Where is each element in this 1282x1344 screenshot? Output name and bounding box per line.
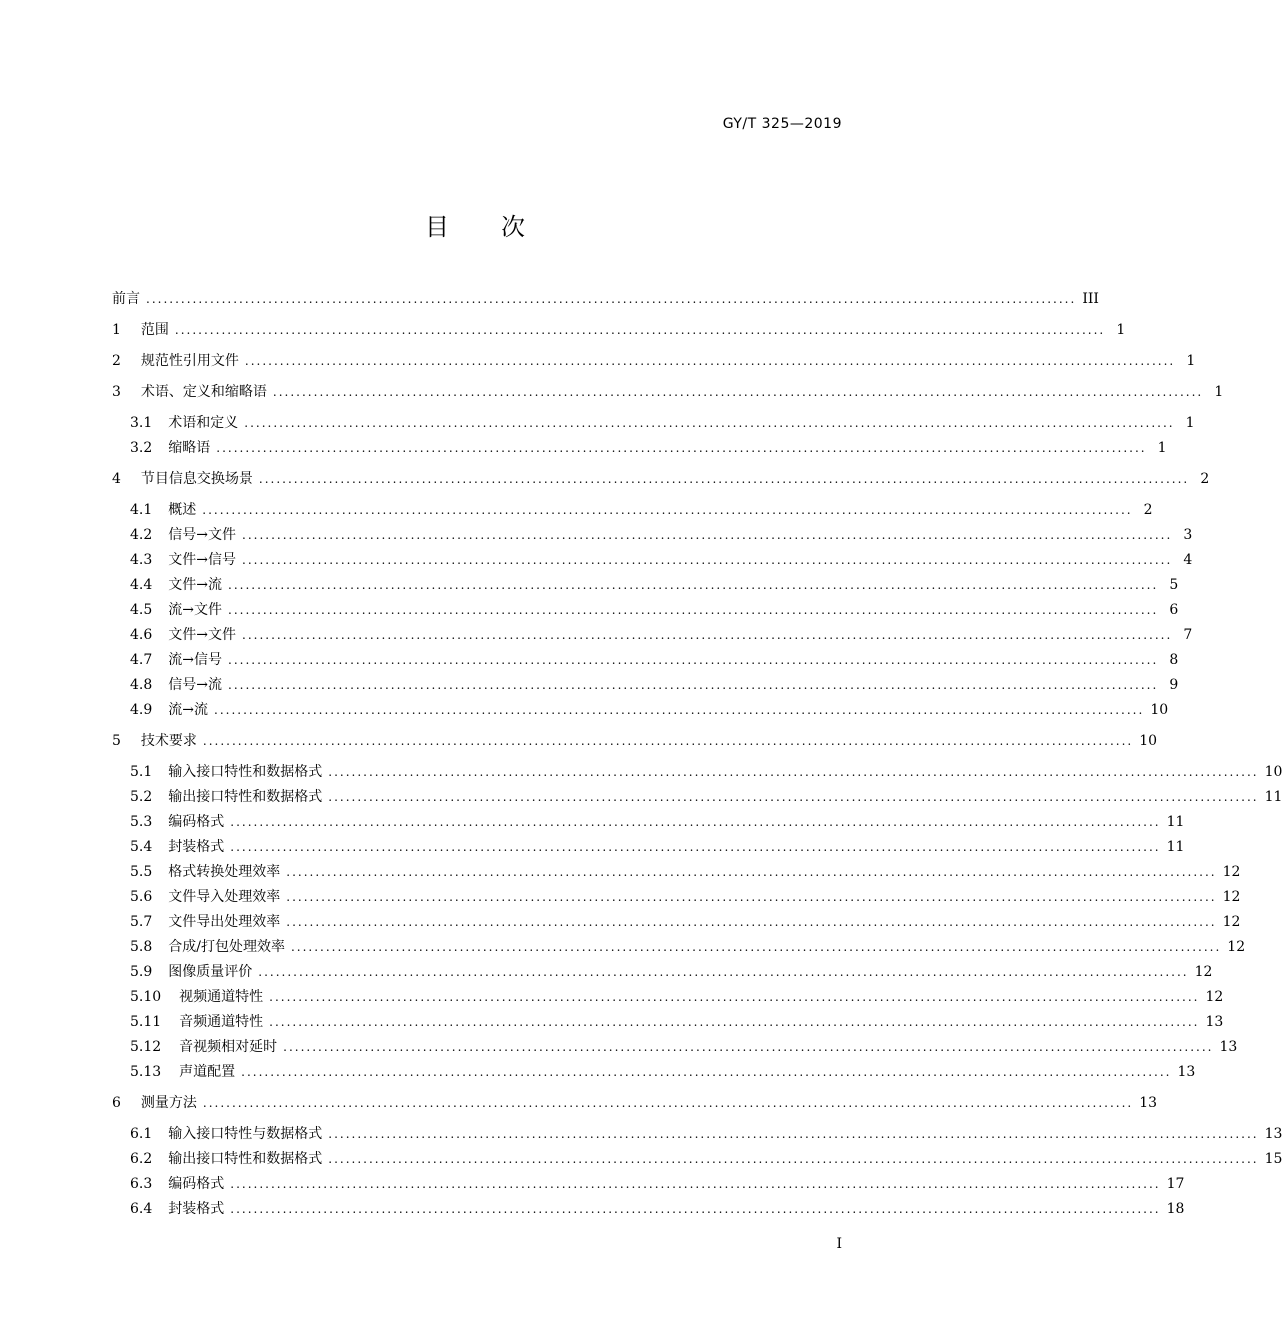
toc-leader-dots: ................................................................................................................................................................	[241, 1065, 1172, 1079]
toc-entry[interactable]	[130, 674, 1179, 696]
toc-leader-dots: ................................................................................................................................................................	[228, 578, 1159, 592]
toc-entry-page: 12	[1194, 964, 1213, 980]
toc-entry-number: 4.3	[130, 552, 153, 568]
toc-entry-number: 5.9	[130, 964, 153, 980]
toc-entry[interactable]	[130, 861, 1241, 883]
toc-entry[interactable]	[130, 911, 1241, 933]
toc-leader-dots: ................................................................................................................................................................	[146, 292, 1077, 306]
toc-leader-dots: ................................................................................................................................................................	[258, 472, 1190, 486]
page-number: I	[836, 1236, 842, 1252]
toc-entry-page: 2	[1200, 471, 1210, 487]
toc-entry-page: 1	[1185, 415, 1195, 431]
toc-entry-page: 1	[1186, 353, 1196, 369]
toc-entry-number: 5.2	[130, 789, 153, 805]
toc-entry-page: 13	[1205, 1014, 1224, 1030]
toc-entry-label: 文件导入处理效率	[168, 889, 281, 905]
toc-entry-number: 5.8	[130, 939, 153, 955]
doc-number: GY/T 325—2019	[722, 116, 842, 132]
toc-entry-label: 规范性引用文件	[140, 353, 239, 369]
toc-leader-dots: ................................................................................................................................................................	[328, 1152, 1259, 1166]
toc-leader-dots: ................................................................................................................................................................	[244, 354, 1176, 368]
toc-leader-dots: ................................................................................................................................................................	[290, 940, 1222, 954]
toc-entry-page: 10	[1139, 733, 1158, 749]
toc-entry-page: 12	[1205, 989, 1224, 1005]
toc-leader-dots: ................................................................................................................................................................	[228, 653, 1159, 667]
toc-entry-number: 5.13	[130, 1064, 162, 1080]
toc-entry-page: 11	[1264, 789, 1282, 805]
toc-leader-dots: ................................................................................................................................................................	[230, 815, 1161, 829]
toc-title-char-2: 次	[501, 213, 525, 241]
toc-entry-label: 声道配置	[179, 1064, 236, 1080]
toc-entry-number: 6.4	[130, 1201, 153, 1217]
toc-entry-page: 12	[1222, 889, 1241, 905]
toc-entry-label: 音视频相对延时	[179, 1039, 278, 1055]
toc-entry-page: 7	[1183, 627, 1193, 643]
toc-entry-label: 输入接口特性和数据格式	[168, 764, 323, 780]
toc-leader-dots: ................................................................................................................................................................	[228, 603, 1159, 617]
toc-entry-label: 缩略语	[168, 440, 211, 456]
toc-entry[interactable]	[112, 350, 1196, 372]
toc-entry[interactable]	[130, 986, 1224, 1008]
toc-entry[interactable]	[130, 412, 1195, 434]
toc-entry-number: 5.12	[130, 1039, 162, 1055]
toc-leader-dots: ................................................................................................................................................................	[328, 765, 1259, 779]
toc-entry-number: 4.7	[130, 652, 153, 668]
toc-entry[interactable]	[130, 1036, 1238, 1058]
toc-entry-label: 格式转换处理效率	[168, 864, 281, 880]
toc-entry-label: 视频通道特性	[179, 989, 264, 1005]
toc-entry-page: 13	[1139, 1095, 1158, 1111]
toc-entry-number: 4.1	[130, 502, 153, 518]
toc-leader-dots: ................................................................................................................................................................	[244, 416, 1175, 430]
toc-entry-label: 文件导出处理效率	[168, 914, 281, 930]
toc-entry-page: 1	[1214, 384, 1224, 400]
toc-entry-label: 测量方法	[140, 1095, 197, 1111]
toc-entry-label: 音频通道特性	[179, 1014, 264, 1030]
toc-entry-page: 6	[1169, 602, 1179, 618]
toc-entry-label: 流→流	[168, 702, 208, 718]
toc-entry[interactable]	[130, 524, 1193, 546]
toc-entry-label: 文件→信号	[168, 552, 236, 568]
toc-entry-number: 6.3	[130, 1176, 153, 1192]
toc-leader-dots: ................................................................................................................................................................	[202, 1096, 1134, 1110]
toc-entry-page: 12	[1227, 939, 1246, 955]
toc-entry-label: 合成/打包处理效率	[168, 939, 285, 955]
toc-entry-number: 4	[112, 471, 121, 487]
toc-entry-number: 5	[112, 733, 121, 749]
toc-entry[interactable]	[130, 961, 1213, 983]
toc-entry-page: 17	[1166, 1176, 1185, 1192]
toc-entry[interactable]	[112, 468, 1210, 490]
toc-entry-page: 18	[1166, 1201, 1185, 1217]
toc-entry-label: 前言	[112, 291, 140, 307]
toc-entry-label: 输出接口特性和数据格式	[168, 789, 323, 805]
toc-entry[interactable]	[112, 1092, 1158, 1114]
toc-entry[interactable]	[130, 624, 1193, 646]
toc-entry-label: 术语和定义	[168, 415, 239, 431]
toc-title-char-1: 目	[425, 213, 449, 241]
toc-entry-label: 信号→文件	[168, 527, 236, 543]
toc-leader-dots: ................................................................................................................................................................	[242, 628, 1173, 642]
toc-leader-dots: ................................................................................................................................................................	[258, 965, 1189, 979]
toc-entry-number: 4.5	[130, 602, 153, 618]
toc-entry-number: 1	[112, 322, 121, 338]
toc-entry-label: 编码格式	[168, 814, 225, 830]
toc-entry-label: 流→文件	[168, 602, 222, 618]
toc-entry-number: 4.6	[130, 627, 153, 643]
toc-entry-number: 5.5	[130, 864, 153, 880]
toc-entry-page: 1	[1157, 440, 1167, 456]
toc-entry[interactable]	[130, 599, 1179, 621]
toc-entry[interactable]	[130, 836, 1185, 858]
toc-entry-label: 输出接口特性和数据格式	[168, 1151, 323, 1167]
toc-leader-dots: ................................................................................................................................................................	[286, 915, 1217, 929]
toc-entry-page: 10	[1150, 702, 1169, 718]
toc-leader-dots: ................................................................................................................................................................	[214, 703, 1145, 717]
toc-entry[interactable]	[112, 730, 1158, 752]
toc-leader-dots: ................................................................................................................................................................	[230, 1177, 1161, 1191]
toc-entry-number: 5.7	[130, 914, 153, 930]
toc-entry-page: 15	[1264, 1151, 1282, 1167]
toc-entry-number: 5.6	[130, 889, 153, 905]
toc-entry-page: 4	[1183, 552, 1193, 568]
toc-leader-dots: ................................................................................................................................................................	[328, 1127, 1259, 1141]
toc-entry-number: 4.4	[130, 577, 153, 593]
toc-entry[interactable]	[130, 699, 1169, 721]
toc-entry[interactable]	[130, 1198, 1185, 1220]
toc-entry[interactable]	[130, 811, 1185, 833]
toc-entry[interactable]	[130, 1123, 1282, 1145]
toc-entry-number: 5.10	[130, 989, 162, 1005]
toc-entry-number: 3.2	[130, 440, 153, 456]
toc-leader-dots: ................................................................................................................................................................	[174, 323, 1106, 337]
toc-leader-dots: ................................................................................................................................................................	[272, 385, 1204, 399]
toc-entry-page: 2	[1143, 502, 1153, 518]
toc-entry[interactable]	[112, 319, 1126, 341]
toc-entry-label: 范围	[140, 322, 169, 338]
toc-entry[interactable]	[112, 288, 1099, 310]
toc-leader-dots: ................................................................................................................................................................	[269, 1015, 1200, 1029]
toc-entry-page: 8	[1169, 652, 1179, 668]
toc-entry-label: 图像质量评价	[168, 964, 253, 980]
toc-entry-number: 6	[112, 1095, 121, 1111]
toc-leader-dots: ................................................................................................................................................................	[242, 528, 1173, 542]
toc-entry[interactable]	[130, 1061, 1196, 1083]
toc-entry[interactable]	[130, 1173, 1185, 1195]
toc-entry-label: 术语、定义和缩略语	[140, 384, 267, 400]
toc-entry-label: 封装格式	[168, 1201, 225, 1217]
toc-entry-number: 5.11	[130, 1014, 162, 1030]
toc-entry-page: 3	[1183, 527, 1193, 543]
toc-title	[0, 207, 950, 242]
toc-entry-number: 5.3	[130, 814, 153, 830]
toc-entry[interactable]	[112, 381, 1224, 403]
toc-leader-dots: ................................................................................................................................................................	[230, 1202, 1161, 1216]
toc-entry[interactable]	[130, 1011, 1224, 1033]
toc-entry-page: 10	[1264, 764, 1282, 780]
toc-entry-label: 文件→流	[168, 577, 222, 593]
toc-leader-dots: ................................................................................................................................................................	[230, 840, 1161, 854]
toc-entry[interactable]	[130, 649, 1179, 671]
toc-entry-number: 4.2	[130, 527, 153, 543]
toc-entry-number: 2	[112, 353, 121, 369]
toc-entry-page: 5	[1169, 577, 1179, 593]
toc-leader-dots: ................................................................................................................................................................	[328, 790, 1259, 804]
toc-entry-label: 节目信息交换场景	[140, 471, 253, 487]
toc-leader-dots: ................................................................................................................................................................	[286, 890, 1217, 904]
toc-entry-page: 11	[1166, 839, 1185, 855]
toc-entry[interactable]	[130, 936, 1246, 958]
toc-entry[interactable]	[130, 437, 1167, 459]
toc-entry[interactable]	[130, 886, 1241, 908]
toc-entry-page: 12	[1222, 864, 1241, 880]
toc-entry-page: 13	[1219, 1039, 1238, 1055]
toc-entry[interactable]	[130, 786, 1282, 808]
toc-entry-label: 封装格式	[168, 839, 225, 855]
toc-entry-label: 技术要求	[140, 733, 197, 749]
toc-entry[interactable]	[130, 499, 1153, 521]
toc-leader-dots: ................................................................................................................................................................	[228, 678, 1159, 692]
toc-entry-label: 编码格式	[168, 1176, 225, 1192]
toc-entry-number: 5.1	[130, 764, 153, 780]
toc-leader-dots: ................................................................................................................................................................	[242, 553, 1173, 567]
toc-leader-dots: ................................................................................................................................................................	[283, 1040, 1214, 1054]
toc-entry-label: 概述	[168, 502, 197, 518]
toc-leader-dots: ................................................................................................................................................................	[286, 865, 1217, 879]
toc-entry-number: 5.4	[130, 839, 153, 855]
toc-entry-page: 13	[1264, 1126, 1282, 1142]
toc-entry[interactable]	[130, 1148, 1282, 1170]
toc-entry-page: 13	[1177, 1064, 1196, 1080]
toc-entry-page: III	[1082, 291, 1099, 307]
toc-leader-dots: ................................................................................................................................................................	[202, 734, 1134, 748]
toc-entry-number: 3	[112, 384, 121, 400]
toc-entry-number: 6.1	[130, 1126, 153, 1142]
toc-entry[interactable]	[130, 761, 1282, 783]
toc-entry-page: 11	[1166, 814, 1185, 830]
toc-entry-label: 输入接口特性与数据格式	[168, 1126, 323, 1142]
toc-entry-label: 流→信号	[168, 652, 222, 668]
toc-leader-dots: ................................................................................................................................................................	[216, 441, 1147, 455]
toc-entry-number: 4.9	[130, 702, 153, 718]
toc-entry-page: 9	[1169, 677, 1179, 693]
toc-leader-dots: ................................................................................................................................................................	[269, 990, 1200, 1004]
toc-entry-label: 文件→文件	[168, 627, 236, 643]
toc-leader-dots: ................................................................................................................................................................	[202, 503, 1133, 517]
toc-entry-number: 4.8	[130, 677, 153, 693]
toc-entry-label: 信号→流	[168, 677, 222, 693]
toc-entry-number: 6.2	[130, 1151, 153, 1167]
toc-entry[interactable]	[130, 549, 1193, 571]
toc-entry[interactable]	[130, 574, 1179, 596]
toc-entry-page: 1	[1116, 322, 1126, 338]
toc-entry-number: 3.1	[130, 415, 153, 431]
toc-entry-page: 12	[1222, 914, 1241, 930]
